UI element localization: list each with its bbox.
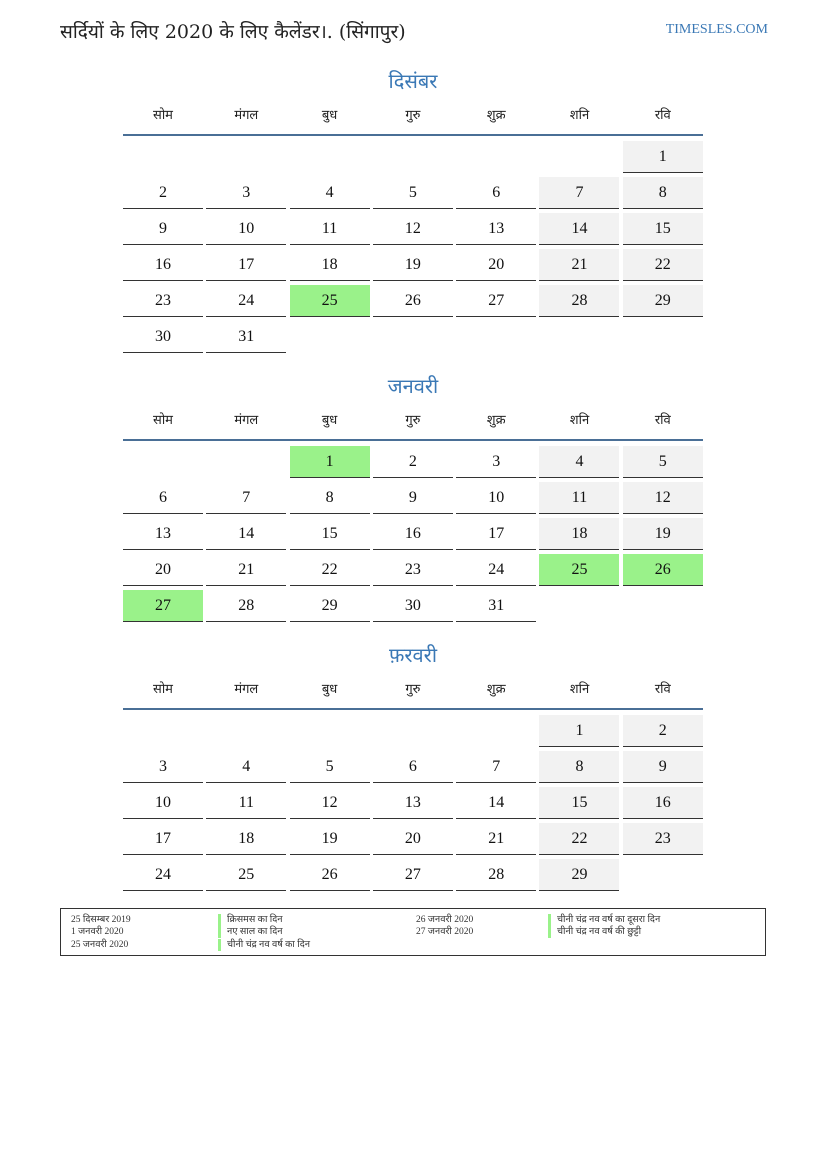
day-cell: 21 (456, 823, 536, 855)
day-cell: 12 (373, 213, 453, 245)
day-cell: 8 (623, 177, 703, 209)
day-cell: 22 (623, 249, 703, 281)
month-name: दिसंबर (388, 69, 438, 93)
legend-holiday-name: चीनी चंद्र नव वर्ष की छुट्टी (548, 926, 641, 938)
day-cell: 30 (123, 321, 203, 353)
day-cell: 23 (123, 285, 203, 317)
day-cell: 22 (290, 554, 370, 586)
day-cell: 31 (456, 590, 536, 622)
day-cell: 10 (456, 482, 536, 514)
legend-holiday-name: चीनी चंद्र नव वर्ष का दिन (218, 939, 310, 951)
day-cell: 11 (290, 213, 370, 245)
days-grid (123, 715, 703, 891)
day-cell: 2 (373, 446, 453, 478)
day-cell: 14 (206, 518, 286, 550)
day-cell: 18 (539, 518, 619, 550)
weekday-header (123, 409, 703, 437)
month-name: फ़रवरी (388, 643, 438, 667)
day-cell: 28 (539, 285, 619, 317)
weekday-label: मंगल (234, 108, 259, 123)
weekday-label: शुक्र (486, 108, 506, 123)
month-january (123, 371, 703, 622)
day-cell: 5 (373, 177, 453, 209)
weekday-label: सोम (153, 413, 173, 428)
holiday-day-cell: 26 (623, 554, 703, 586)
weekday-label: गुरु (405, 108, 421, 123)
day-cell: 29 (290, 590, 370, 622)
weekday-label: रवि (654, 108, 671, 123)
day-cell: 13 (123, 518, 203, 550)
day-cell: 22 (539, 823, 619, 855)
weekday-label: शनि (569, 108, 590, 123)
weekday-label: रवि (654, 413, 671, 428)
day-cell: 3 (123, 751, 203, 783)
day-cell: 13 (456, 213, 536, 245)
day-cell: 10 (123, 787, 203, 819)
day-cell: 4 (206, 751, 286, 783)
day-cell: 14 (456, 787, 536, 819)
weekday-label: बुध (321, 108, 338, 123)
day-cell: 21 (539, 249, 619, 281)
holiday-day-cell: 25 (539, 554, 619, 586)
day-cell: 8 (539, 751, 619, 783)
day-cell: 3 (206, 177, 286, 209)
day-cell: 4 (290, 177, 370, 209)
header-divider (123, 439, 703, 441)
weekday-label: मंगल (234, 413, 259, 428)
day-cell: 16 (373, 518, 453, 550)
day-cell: 13 (373, 787, 453, 819)
day-cell: 7 (539, 177, 619, 209)
day-cell: 12 (290, 787, 370, 819)
day-cell: 26 (373, 285, 453, 317)
weekday-label: सोम (153, 108, 173, 123)
day-cell: 15 (290, 518, 370, 550)
day-cell: 7 (206, 482, 286, 514)
day-cell: 5 (290, 751, 370, 783)
month-february (123, 640, 703, 891)
day-cell: 1 (623, 141, 703, 173)
day-cell: 11 (539, 482, 619, 514)
day-cell: 20 (456, 249, 536, 281)
weekday-label: गुरु (405, 413, 421, 428)
day-cell: 4 (539, 446, 619, 478)
day-cell: 8 (290, 482, 370, 514)
weekday-header (123, 678, 703, 706)
holiday-day-cell: 25 (290, 285, 370, 317)
month-december (123, 66, 703, 353)
days-grid (123, 141, 703, 353)
days-grid (123, 446, 703, 622)
day-cell: 19 (290, 823, 370, 855)
day-cell: 6 (456, 177, 536, 209)
day-cell: 7 (456, 751, 536, 783)
day-cell: 11 (206, 787, 286, 819)
weekday-label: मंगल (234, 682, 259, 697)
weekday-label: शनि (569, 413, 590, 428)
day-cell: 17 (206, 249, 286, 281)
legend-date: 25 दिसम्बर 2019 (71, 915, 131, 925)
brand-link[interactable]: TIMESLES.COM (665, 22, 768, 37)
day-cell: 17 (123, 823, 203, 855)
weekday-label: शनि (569, 682, 590, 697)
weekday-label: गुरु (405, 682, 421, 697)
day-cell: 31 (206, 321, 286, 353)
day-cell: 18 (290, 249, 370, 281)
holiday-legend (60, 908, 766, 956)
day-cell: 9 (373, 482, 453, 514)
weekday-label: रवि (654, 682, 671, 697)
day-cell: 30 (373, 590, 453, 622)
day-cell: 15 (539, 787, 619, 819)
day-cell: 28 (456, 859, 536, 891)
day-cell: 16 (123, 249, 203, 281)
day-cell: 3 (456, 446, 536, 478)
day-cell: 9 (623, 751, 703, 783)
legend-holiday-name: चीनी चंद्र नव वर्ष का दूसरा दिन (548, 914, 660, 926)
day-cell: 27 (456, 285, 536, 317)
legend-date: 26 जनवरी 2020 (416, 915, 474, 925)
day-cell: 12 (623, 482, 703, 514)
weekday-label: बुध (321, 682, 338, 697)
legend-date: 27 जनवरी 2020 (416, 927, 474, 937)
day-cell: 24 (123, 859, 203, 891)
legend-holiday-name: क्रिसमस का दिन (218, 914, 283, 926)
day-cell: 28 (206, 590, 286, 622)
day-cell: 2 (123, 177, 203, 209)
day-cell: 24 (206, 285, 286, 317)
day-cell: 24 (456, 554, 536, 586)
day-cell: 29 (539, 859, 619, 891)
day-cell: 27 (373, 859, 453, 891)
month-name: जनवरी (387, 374, 439, 398)
holiday-day-cell: 27 (123, 590, 203, 622)
day-cell: 20 (373, 823, 453, 855)
header-divider (123, 134, 703, 136)
legend-holiday-name: नए साल का दिन (218, 926, 283, 938)
legend-date: 1 जनवरी 2020 (71, 927, 124, 937)
day-cell: 23 (623, 823, 703, 855)
day-cell: 6 (373, 751, 453, 783)
day-cell: 18 (206, 823, 286, 855)
weekday-header (123, 104, 703, 132)
day-cell: 29 (623, 285, 703, 317)
day-cell: 5 (623, 446, 703, 478)
day-cell: 15 (623, 213, 703, 245)
day-cell: 1 (539, 715, 619, 747)
header-divider (123, 708, 703, 710)
legend-date: 25 जनवरी 2020 (71, 940, 129, 950)
day-cell: 19 (373, 249, 453, 281)
day-cell: 23 (373, 554, 453, 586)
day-cell: 16 (623, 787, 703, 819)
day-cell: 2 (623, 715, 703, 747)
page-title: सर्दियों के लिए 2020 के लिए कैलेंडर।. (सिंगापुर) (60, 21, 406, 43)
day-cell: 26 (290, 859, 370, 891)
holiday-day-cell: 1 (290, 446, 370, 478)
day-cell: 10 (206, 213, 286, 245)
weekday-label: सोम (153, 682, 173, 697)
day-cell: 19 (623, 518, 703, 550)
day-cell: 9 (123, 213, 203, 245)
day-cell: 17 (456, 518, 536, 550)
day-cell: 25 (206, 859, 286, 891)
day-cell: 6 (123, 482, 203, 514)
day-cell: 21 (206, 554, 286, 586)
day-cell: 14 (539, 213, 619, 245)
weekday-label: शुक्र (486, 413, 506, 428)
weekday-label: बुध (321, 413, 338, 428)
day-cell: 20 (123, 554, 203, 586)
weekday-label: शुक्र (486, 682, 506, 697)
